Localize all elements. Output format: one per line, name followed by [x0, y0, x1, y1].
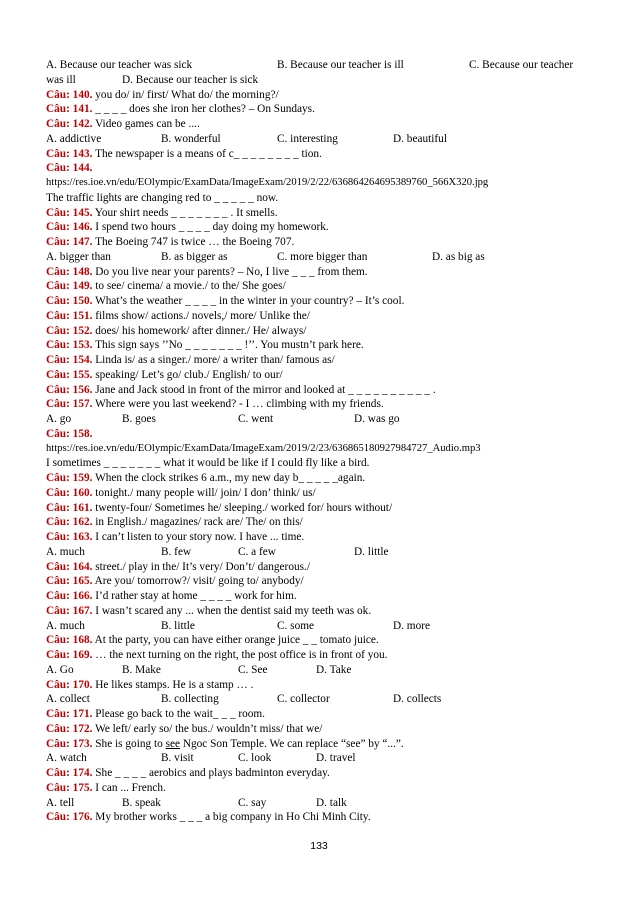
answer-options-row	[46, 751, 592, 766]
question-line	[46, 766, 592, 781]
question-number: Câu: 160.	[46, 486, 93, 499]
question-text: films show/ actions./ novels,/ more/ Unlike the/	[92, 309, 310, 322]
answer-option: B. Make	[122, 663, 161, 676]
question-number: Câu: 145.	[46, 206, 93, 219]
underlined-word: see	[165, 737, 181, 750]
question-text-continued: Ngoc Son Temple. We can replace “see” by “...”.	[180, 737, 404, 750]
question-text: Are you/ tomorrow?/ visit/ going to/ anybody/	[92, 575, 304, 588]
question-line	[46, 530, 592, 545]
question-number: Câu: 174.	[46, 767, 93, 779]
question-number: Câu: 143.	[46, 147, 93, 160]
page-number: 133	[310, 840, 328, 852]
question-text: I spend two hours _ _ _ _ day doing my homework.	[92, 221, 329, 234]
question-line	[46, 486, 592, 501]
question-number: Câu: 150.	[46, 295, 93, 307]
answer-option: A. Because our teacher was sick	[46, 59, 193, 71]
question-text: Please go back to the wait_ _ _ room.	[92, 708, 266, 720]
answer-option: C. interesting	[277, 132, 338, 145]
question-line	[46, 707, 592, 722]
answer-option: C. collector	[277, 693, 330, 706]
answer-option: B. wonderful	[161, 132, 221, 145]
answer-option: D. collects	[393, 693, 442, 706]
question-line	[46, 560, 592, 575]
question-text: I can ... French.	[92, 781, 166, 794]
question-line	[46, 161, 592, 176]
question-number: Câu: 162.	[46, 516, 93, 529]
question-line	[46, 206, 592, 221]
answer-options-row	[46, 663, 592, 678]
question-text: This sign says ’’No _ _ _ _ _ _ _ !’’. You mustn’t park here.	[92, 339, 364, 352]
question-number: Câu: 144.	[46, 162, 93, 175]
question-line	[46, 574, 592, 589]
answer-option: D. little	[354, 545, 389, 558]
question-number: Câu: 154.	[46, 354, 93, 366]
answer-options-row	[46, 73, 592, 88]
answer-option: C. look	[238, 752, 272, 765]
answer-options-row	[46, 545, 592, 560]
question-line	[46, 338, 592, 353]
answer-option: D. as big as	[432, 250, 485, 263]
question-text: _ _ _ _ does she iron her clothes? – On Sundays.	[92, 103, 315, 116]
question-text: The newspaper is a means of c_ _ _ _ _ _ _ _ tion.	[92, 147, 322, 160]
answer-option: was ill	[46, 73, 76, 86]
question-number: Câu: 159.	[46, 472, 93, 484]
question-number: Câu: 164.	[46, 560, 93, 573]
question-line	[46, 722, 592, 737]
question-number: Câu: 141.	[46, 103, 93, 116]
question-line	[46, 117, 592, 132]
question-text: I wasn’t scared any ... when the dentist said my teeth was ok.	[92, 604, 372, 617]
question-line	[46, 102, 592, 117]
answer-option: A. Go	[46, 663, 74, 676]
question-line	[46, 589, 592, 604]
question-number: Câu: 158.	[46, 427, 93, 440]
question-line	[46, 324, 592, 339]
question-line	[46, 279, 592, 294]
answer-options-row	[46, 132, 592, 147]
answer-options-row	[46, 796, 592, 811]
answer-option: A. go	[46, 413, 72, 425]
question-number: Câu: 175.	[46, 781, 93, 794]
question-text: When the clock strikes 6 a.m., my new day b_ _ _ _ _again.	[92, 472, 366, 484]
question-text: speaking/ Let’s go/ club./ English/ to our/	[92, 368, 283, 381]
answer-option: D. travel	[316, 752, 356, 765]
answer-option: D. Because our teacher is sick	[122, 73, 259, 86]
question-text: I can’t listen to your story now. I have ... time.	[92, 531, 305, 543]
question-line	[46, 88, 592, 103]
question-text: does/ his homework/ after dinner./ He/ always/	[92, 324, 307, 337]
question-number: Câu: 170.	[46, 678, 93, 691]
question-text: twenty-four/ Sometimes he/ sleeping./ worked for/ hours without/	[92, 501, 393, 514]
question-number: Câu: 176.	[46, 811, 93, 824]
question-text: Video games can be ....	[92, 118, 200, 130]
question-number: Câu: 165.	[46, 575, 93, 588]
answer-option: C. more bigger than	[277, 250, 368, 263]
question-number: Câu: 161.	[46, 501, 93, 514]
question-line	[46, 265, 592, 280]
question-line	[46, 147, 592, 162]
question-line	[46, 471, 592, 486]
question-text: My brother works _ _ _ a big company in Ho Chi Minh City.	[92, 811, 371, 824]
answer-option: C. a few	[238, 545, 276, 558]
question-text: in English./ magazines/ rack are/ The/ on this/	[92, 516, 303, 529]
answer-options-row	[46, 250, 592, 265]
question-line	[46, 397, 592, 412]
answer-options-row	[46, 412, 592, 427]
answer-option: A. collect	[46, 693, 90, 706]
question-number: Câu: 171.	[46, 708, 93, 720]
question-number: Câu: 172.	[46, 722, 93, 735]
question-line	[46, 368, 592, 383]
answer-option: B. few	[161, 545, 192, 558]
question-text: I’d rather stay at home _ _ _ _ work for him.	[92, 590, 297, 602]
answer-option: B. little	[161, 619, 195, 632]
question-number: Câu: 163.	[46, 531, 93, 543]
question-line	[46, 383, 592, 398]
question-line	[46, 427, 592, 442]
question-text: you do/ in/ first/ What do/ the morning?/	[92, 88, 279, 101]
answer-option: A. much	[46, 619, 85, 632]
question-text: Your shirt needs _ _ _ _ _ _ _ . It smells.	[92, 206, 278, 219]
question-text: I sometimes _ _ _ _ _ _ _ what it would be like if I could fly like a bird.	[46, 457, 370, 470]
answer-option: C. Because our teacher	[469, 59, 574, 71]
question-number: Câu: 167.	[46, 604, 93, 617]
answer-option: B. visit	[161, 752, 194, 765]
answer-option: B. Because our teacher is ill	[277, 59, 404, 71]
question-text: She _ _ _ _ aerobics and plays badminton everyday.	[92, 767, 330, 779]
question-line	[46, 810, 592, 825]
answer-option: B. goes	[122, 413, 156, 425]
question-number: Câu: 140.	[46, 88, 93, 101]
answer-option: B. speak	[122, 796, 161, 809]
question-line	[46, 309, 592, 324]
answer-options-row	[46, 692, 592, 707]
question-line	[46, 737, 592, 752]
question-text: tonight./ many people will/ join/ I don’ think/ us/	[92, 486, 316, 499]
question-text: The Boeing 747 is twice … the Boeing 707.	[92, 236, 295, 248]
question-line	[46, 515, 592, 530]
question-text: We left/ early so/ the bus./ wouldn’t miss/ that we/	[92, 722, 323, 735]
answer-option: A. addictive	[46, 132, 102, 145]
answer-option: D. Take	[316, 663, 352, 676]
answer-option: D. more	[393, 619, 431, 632]
question-text: The traffic lights are changing red to _ _ _ _ _ now.	[46, 191, 279, 204]
question-text: … the next turning on the right, the post office is in front of you.	[92, 649, 388, 661]
question-number: Câu: 148.	[46, 265, 93, 278]
answer-option: B. as bigger as	[161, 250, 228, 263]
question-text: to see/ cinema/ a movie./ to the/ She goes/	[92, 280, 286, 293]
question-text: What’s the weather _ _ _ _ in the winter in your country? – It’s cool.	[92, 295, 405, 307]
resource-url: https://res.ioe.vn/edu/EOlympic/ExamData/ImageExam/2019/2/23/636865180927984727_Audio.mp3	[46, 442, 481, 454]
question-line	[46, 501, 592, 516]
answer-option: C. say	[238, 796, 267, 809]
question-text: Do you live near your parents? – No, I live _ _ _ from them.	[92, 265, 368, 278]
answer-option: D. beautiful	[393, 132, 447, 145]
question-number: Câu: 157.	[46, 398, 93, 411]
question-number: Câu: 151.	[46, 309, 93, 322]
question-text: He likes stamps. He is a stamp … .	[92, 678, 254, 691]
question-number: Câu: 149.	[46, 280, 93, 293]
answer-options-row	[46, 58, 592, 73]
answer-option: C. went	[238, 413, 274, 425]
question-line	[46, 781, 592, 796]
question-text: Linda is/ as a singer./ more/ a writer than/ famous as/	[92, 354, 335, 366]
question-number: Câu: 169.	[46, 649, 93, 661]
question-number: Câu: 153.	[46, 339, 93, 352]
question-text: She is going to	[92, 737, 166, 750]
answer-options-row	[46, 619, 592, 634]
question-line	[46, 604, 592, 619]
question-text: At the party, you can have either orange juice _ _ tomato juice.	[92, 634, 379, 647]
question-number: Câu: 152.	[46, 324, 93, 337]
answer-option: D. was go	[354, 413, 400, 425]
question-number: Câu: 155.	[46, 368, 93, 381]
answer-option: C. See	[238, 663, 268, 676]
question-line	[46, 235, 592, 250]
question-number: Câu: 166.	[46, 590, 93, 602]
answer-option: D. talk	[316, 796, 347, 809]
question-text: Where were you last weekend? - I … climbing with my friends.	[92, 398, 384, 411]
question-line	[46, 633, 592, 648]
question-line	[46, 220, 592, 235]
question-number: Câu: 168.	[46, 634, 93, 647]
resource-url: https://res.ioe.vn/edu/EOlympic/ExamData/ImageExam/2019/2/22/636864264695389760_566X320.jpg	[46, 177, 489, 188]
question-number: Câu: 142.	[46, 118, 93, 130]
question-list	[46, 58, 592, 825]
question-line	[46, 353, 592, 368]
answer-option: A. watch	[46, 752, 87, 765]
question-line	[46, 678, 592, 693]
question-number: Câu: 156.	[46, 383, 93, 396]
answer-option: A. tell	[46, 796, 75, 809]
question-number: Câu: 147.	[46, 236, 93, 248]
answer-option: C. some	[277, 619, 315, 632]
question-number: Câu: 146.	[46, 221, 93, 234]
answer-option: A. bigger than	[46, 250, 111, 263]
question-line	[46, 294, 592, 309]
question-number: Câu: 173.	[46, 737, 93, 750]
question-text: street./ play in the/ It’s very/ Don’t/ dangerous./	[92, 560, 310, 573]
answer-option: B. collecting	[161, 693, 219, 706]
question-line	[46, 648, 592, 663]
answer-option: A. much	[46, 545, 85, 558]
question-text: Jane and Jack stood in front of the mirror and looked at _ _ _ _ _ _ _ _ _ _ .	[92, 383, 436, 396]
